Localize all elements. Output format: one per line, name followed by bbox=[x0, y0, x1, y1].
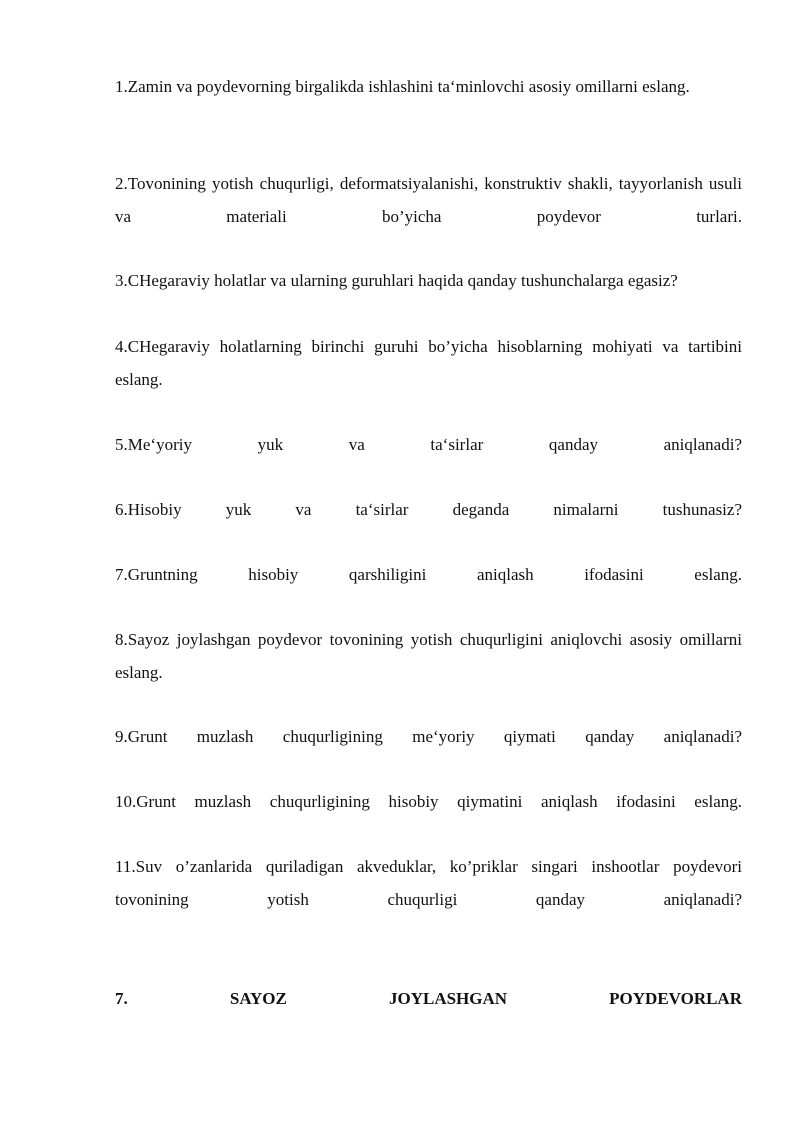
question-7: 7.Gruntning hisobiy qarshiligini aniqlash ifodasini eslang. bbox=[115, 565, 742, 584]
question-10: 10.Grunt muzlash chuqurligining hisobiy qiymatini aniqlash ifodasini eslang. bbox=[115, 792, 742, 811]
question-6: 6.Hisobiy yuk va ta‘sirlar deganda nimalarni tushunasiz? bbox=[115, 500, 742, 519]
question-4: 4.CHegaraviy holatlarning birinchi guruhi bo’yicha hisoblarning mohiyati va tartibini eslang. bbox=[115, 337, 742, 389]
question-3: 3.CHegaraviy holatlar va ularning guruhlari haqida qanday tushunchalarga egasiz? bbox=[115, 271, 678, 290]
question-9: 9.Grunt muzlash chuqurligining me‘yoriy qiymati qanday aniqlanadi? bbox=[115, 727, 742, 746]
question-5: 5.Me‘yoriy yuk va ta‘sirlar qanday aniqlanadi? bbox=[115, 435, 742, 454]
question-8: 8.Sayoz joylashgan poydevor tovonining yotish chuqurligini aniqlovchi asosiy omillarni eslang. bbox=[115, 630, 742, 682]
section-heading: 7. SAYOZ JOYLASHGAN POYDEVORLAR bbox=[115, 989, 742, 1008]
question-1: 1.Zamin va poydevorning birgalikda ishlashini ta‘minlovchi asosiy omillarni eslang. bbox=[115, 77, 690, 96]
question-11: 11.Suv o’zanlarida quriladigan akveduklar, ko’priklar singari inshootlar poydevori tovonining yotish chuqurligi qanday aniqlanadi? bbox=[115, 857, 742, 909]
question-2: 2.Tovonining yotish chuqurligi, deformatsiyalanishi, konstruktiv shakli, tayyorlanish usuli va materiali bo’yicha poydevor turlari. bbox=[115, 174, 742, 226]
